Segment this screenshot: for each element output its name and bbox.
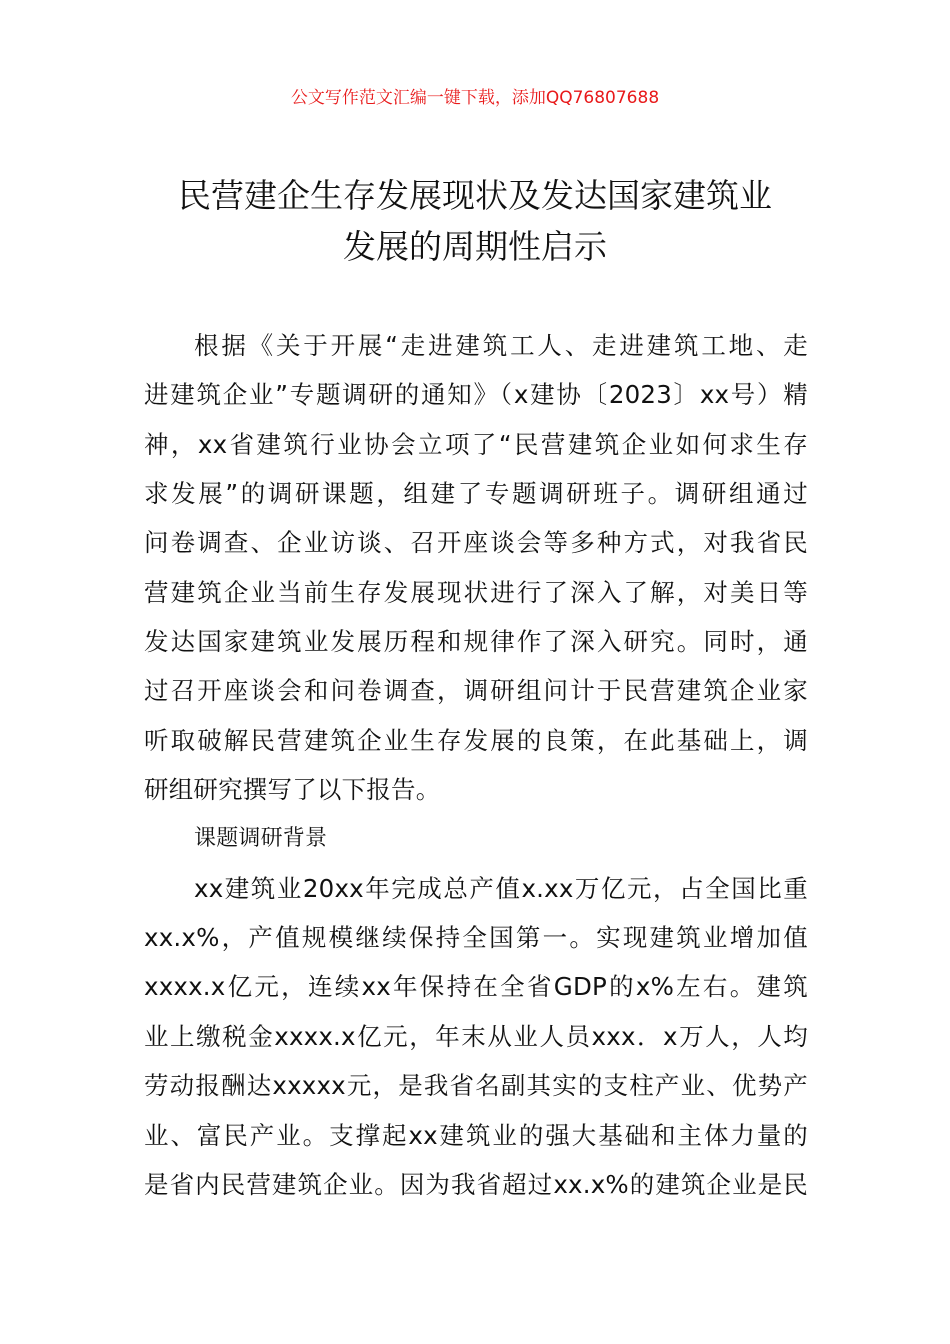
text-line: 业上缴税金xxxx.x亿元，年末从业人员xxx．x万人，人均 (144, 1021, 808, 1051)
text-line: 过召开座谈会和问卷调查，调研组问计于民营建筑企业家 (144, 676, 808, 706)
text-line: xxxx.x亿元，连续xx年保持在全省GDP的x%左右。建筑 (144, 972, 808, 1002)
text-line: 求发展”的调研课题，组建了专题调研班子。调研组通过 (144, 479, 808, 509)
text-line: 是省内民营建筑企业。因为我省超过xx.x%的建筑企业是民 (144, 1169, 808, 1199)
text-line: 听取破解民营建筑企业生存发展的良策，在此基础上，调 (144, 725, 808, 755)
paragraph-intro (144, 321, 808, 814)
text-line: 问卷调查、企业访谈、召开座谈会等多种方式，对我省民 (144, 528, 808, 558)
section-heading: 课题调研背景 (194, 826, 328, 852)
text-line: 营建筑企业当前生存发展现状进行了深入了解，对美日等 (144, 577, 808, 607)
text-line: xx.x%，产值规模继续保持全国第一。实现建筑业增加值 (144, 923, 808, 953)
text-line: 业、富民产业。支撑起xx建筑业的强大基础和主体力量的 (144, 1120, 808, 1150)
paragraph-background (144, 864, 808, 1209)
ad-banner: 公文写作范文汇编一键下载，添加QQ76807688 (290, 88, 660, 108)
text-line: 研组研究撰写了以下报告。 (144, 775, 441, 805)
text-line: 根据《关于开展“走进建筑工人、走进建筑工地、走 (194, 331, 808, 360)
title-line: 发展的周期性启示 (343, 227, 607, 266)
text-line: 神，xx省建筑行业协会立项了“民营建筑企业如何求生存 (144, 429, 808, 459)
document-body (144, 321, 808, 1209)
text-line: 劳动报酬达xxxxx元，是我省名副其实的支柱产业、优势产 (144, 1071, 808, 1101)
title-line: 民营建企生存发展现状及发达国家建筑业 (178, 176, 772, 215)
text-line: 发达国家建筑业发展历程和规律作了深入研究。同时，通 (144, 627, 808, 657)
document-title (120, 170, 830, 272)
text-line: xx建筑业20xx年完成总产值x.xx万亿元，占全国比重 (194, 873, 808, 903)
text-line: 进建筑企业”专题调研的通知》（x建协〔2023〕xx号）精 (144, 380, 808, 410)
